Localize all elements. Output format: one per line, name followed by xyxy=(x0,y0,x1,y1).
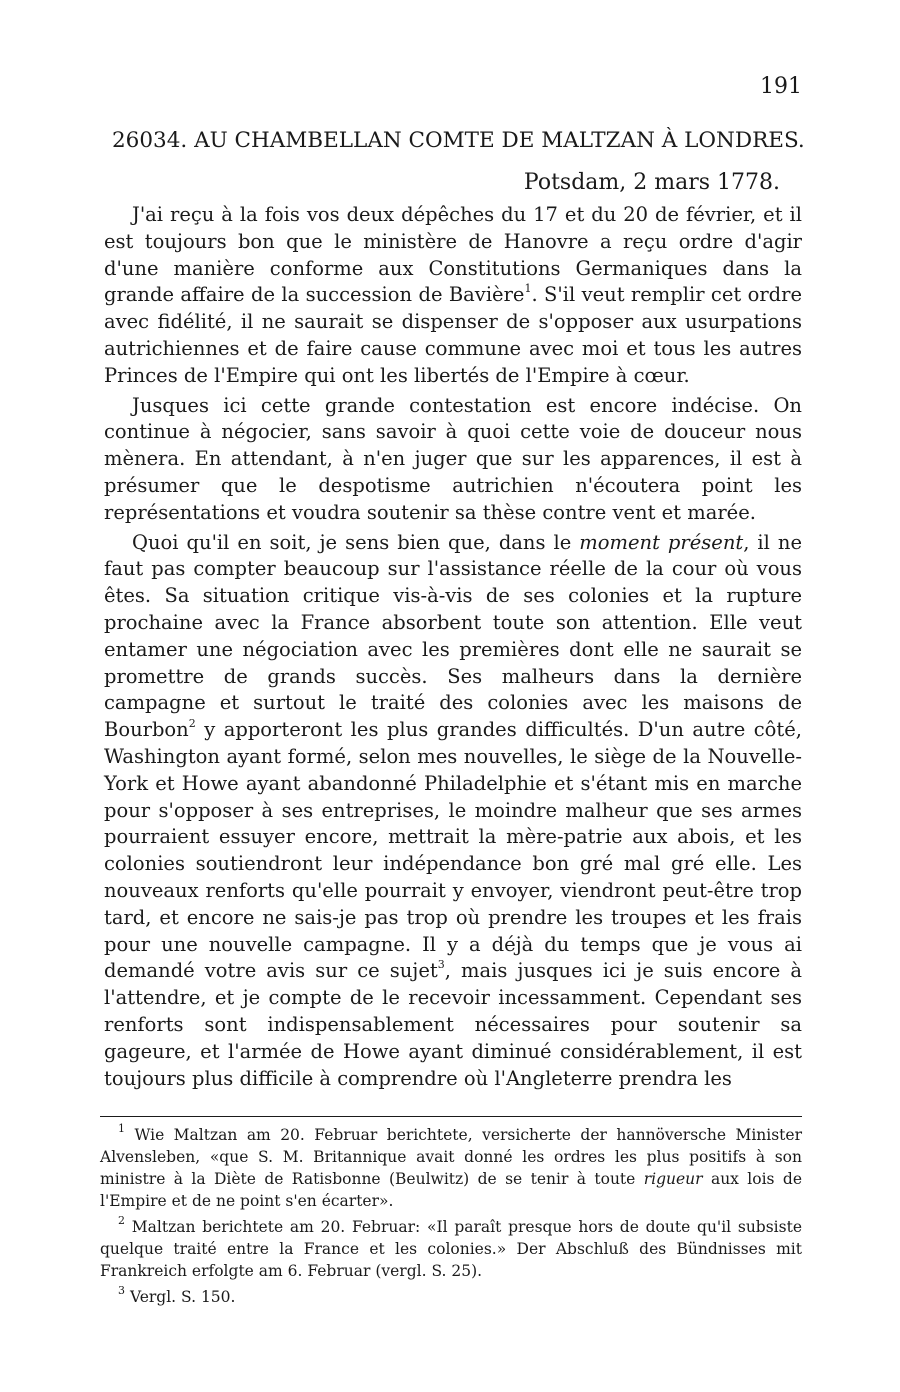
page-number: 191 xyxy=(760,74,802,99)
footnote-2-number: 2 xyxy=(118,1213,125,1227)
footnote-3 xyxy=(100,1283,802,1308)
paragraph-3-text-a: Quoi qu'il en soit, je sens bien que, dans le xyxy=(132,530,580,554)
paragraph-3-text-d: , mais jusques ici je suis encore à l'attendre, et je compte de le recevoir incessamment. Cependant ses renforts sont indispensablement nécessaires pour soutenir sa gageure, et l'armée de Howe ayant diminué considérablement, il est toujours plus difficile à comprendre où l'Angleterre prendra les xyxy=(104,959,802,1090)
letter-heading: 26034. AU CHAMBELLAN COMTE DE MALTZAN À LONDRES. xyxy=(112,128,805,153)
footnote-1 xyxy=(100,1121,802,1212)
footnote-ref-3: 3 xyxy=(437,957,445,971)
paragraph-3-text-b: , il ne faut pas compter beaucoup sur l'assistance réelle de la cour où vous êtes. Sa situation critique vis-à-vis de ses colonies et la rupture prochaine avec la France absorbent toute son attention. Elle veut entamer une négociation avec les premières dont elle ne saurait se promettre de grands succès. Ses malheurs dans la dernière campagne et surtout le traité des colonies avec les maisons de Bourbon xyxy=(104,530,802,742)
paragraph-1-text-b: . S'il veut remplir cet ordre avec fidélité, il ne saurait se dispenser de s'opposer aux usurpations autrichiennes et de faire cause commune avec moi et tous les autres Princes de l'Empire qui ont les libertés de l'Empire à cœur. xyxy=(104,283,803,387)
paragraph-1 xyxy=(104,202,802,390)
footnote-rule xyxy=(100,1116,802,1117)
paragraph-1-text-a: J'ai reçu à la fois vos deux dépêches du 17 et du 20 de février, et il est toujours bon que le ministère de Hanovre a reçu ordre d'agir d'une manière conforme aux Constitutions Germaniques dans la grande affaire de la succession de Bavière xyxy=(104,203,802,307)
paragraph-3-text-c: y apporteront les plus grandes difficultés. D'un autre côté, Washington ayant formé, selon mes nouvelles, le siège de la Nouvelle-York et Howe ayant abandonné Philadelphie et s'étant mis en marche pour s'opposer à ses entreprises, le moindre malheur que ses armes pourraient essuyer encore, mettrait la mère-patrie aux abois, et les colonies soutiendront leur indépendance bon gré mal gré elle. Les nouveaux renforts qu'elle pourrait y envoyer, viendront peut-être trop tard, et encore ne sais-je pas trop où prendre les troupes et les frais pour une nouvelle campagne. Il y a déjà du temps que je vous ai demandé votre avis sur ce sujet xyxy=(104,718,802,983)
footnote-ref-1: 1 xyxy=(524,281,532,295)
footnote-1-emphasis: rigueur xyxy=(643,1170,703,1188)
footnote-ref-2: 2 xyxy=(188,716,196,730)
paragraph-3 xyxy=(104,530,802,1093)
letter-body xyxy=(104,202,802,1092)
dateline: Potsdam, 2 mars 1778. xyxy=(523,170,780,195)
paragraph-2-text: Jusques ici cette grande contestation est encore indécise. On continue à négocier, sans savoir à quoi cette voie de douceur nous mènera. En attendant, à n'en juger que sur les apparences, il est à présumer que le despotisme autrichien n'écoutera point les représentations et voudra soutenir sa thèse contre vent et marée. xyxy=(104,393,802,524)
footnote-3-text: Vergl. S. 150. xyxy=(129,1288,236,1306)
footnote-1-text-a: Wie Maltzan am 20. Februar berichtete, versicherte der hannöversche Minister Alvensleben, «que S. M. Britannique avait donné les ordres les plus positifs à son ministre à la Diète de Ratisbonne (Beulwitz) de se tenir à toute xyxy=(100,1126,802,1188)
paragraph-2 xyxy=(104,393,802,527)
footnote-1-number: 1 xyxy=(118,1121,125,1135)
paragraph-3-emphasis: moment présent xyxy=(579,530,744,554)
footnote-3-number: 3 xyxy=(118,1283,125,1297)
footnotes xyxy=(100,1121,802,1308)
footnote-1-text-b: aux lois de l'Empire et de ne point s'en écarter». xyxy=(100,1170,802,1210)
footnote-2 xyxy=(100,1213,802,1282)
footnote-2-text: Maltzan berichtete am 20. Februar: «Il paraît presque hors de doute qu'il subsiste quelque traité entre la France et les colonies.» Der Abschluß des Bündnisses mit Frankreich erfolgte am 6. Februar (vergl. S. 25). xyxy=(100,1218,802,1280)
